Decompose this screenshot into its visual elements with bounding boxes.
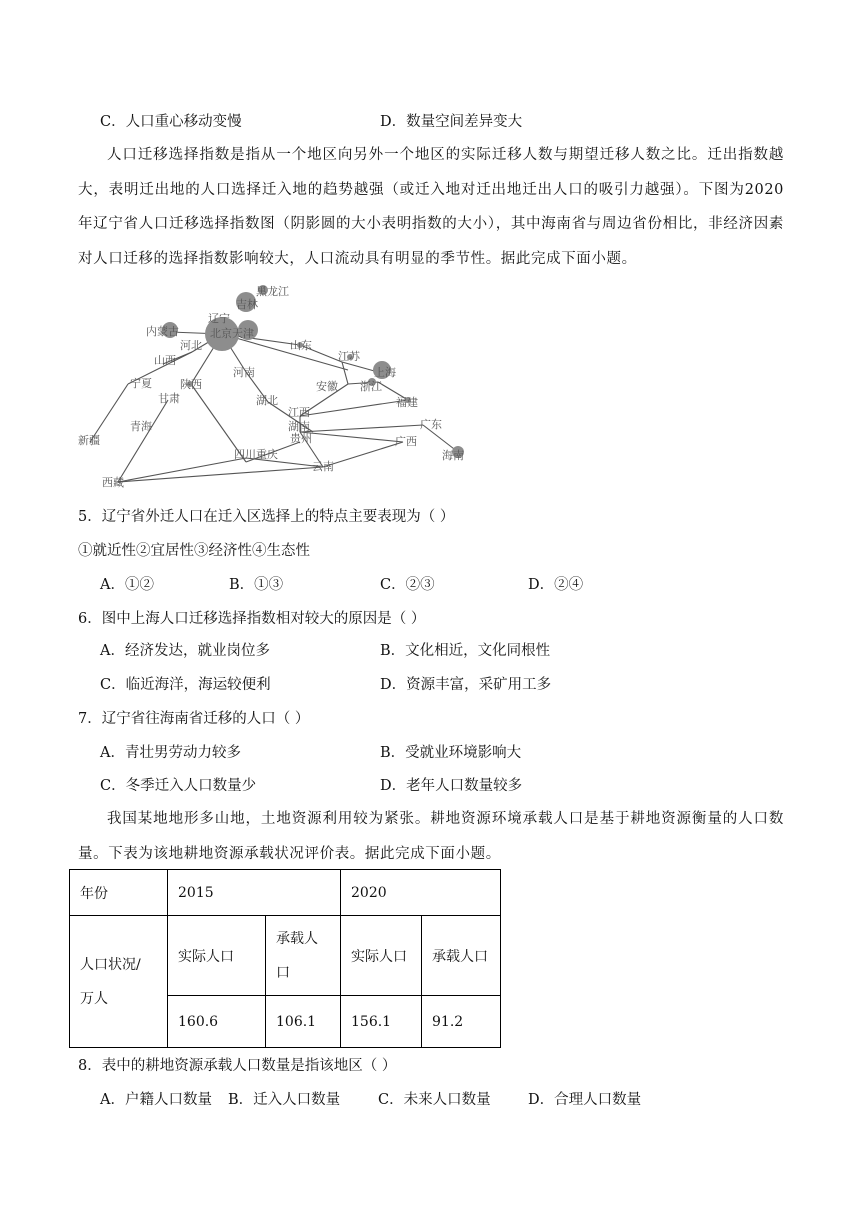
table-year-header: 年份 — [70, 870, 168, 916]
passage-migration-index: 人口迁移选择指数是指从一个地区向另外一个地区的实际迁移人数与期望迁移人数之比。迁出指数越大，表明迁出地的人口选择迁入地的趋势越强（或迁入地对迁出地迁出人口的吸引力越强）。下图为2020年辽宁省人口迁移选择指数图（阴影圆的大小表明指数的大小），其中海南省与周边省份相比，非经济因素对人口迁移的选择指数影响较大，人口流动具有明显的季节性。据此完成下面小题。 — [78, 147, 784, 267]
label-hunan: 湖南 — [288, 420, 310, 433]
q8-option-d: D．合理人口数量 — [528, 1092, 642, 1108]
label-ningxia: 宁夏 — [130, 377, 152, 390]
label-yunnan: 云南 — [312, 460, 334, 473]
label-zhejiang: 浙江 — [360, 380, 382, 393]
label-xinjiang: 新疆 — [78, 434, 100, 447]
q7-option-d: D．老年人口数量较多 — [380, 778, 523, 794]
q8-option-c: C．未来人口数量 — [378, 1092, 491, 1108]
label-hubei: 湖北 — [256, 394, 278, 407]
q7-option-a: A．青壮男劳动力较多 — [100, 745, 241, 761]
label-guizhou: 贵州 — [290, 432, 312, 445]
table-header-carrying-2020: 承载人口 — [422, 916, 501, 996]
map-index-circles — [162, 285, 464, 458]
label-sichuan-chongqing: 四川重庆 — [234, 448, 278, 461]
label-henan: 河南 — [233, 366, 255, 379]
q6-option-c: C．临近海洋，海运较便利 — [100, 677, 271, 693]
table-year-2015: 2015 — [168, 870, 341, 916]
label-jiangxi: 江西 — [288, 406, 310, 419]
q5-stem: 5．辽宁省外迁人口在迁入区选择上的特点主要表现为（ ） — [78, 509, 455, 525]
label-shandong: 山东 — [290, 339, 312, 352]
q6-option-d: D．资源丰富，采矿用工多 — [380, 677, 552, 693]
label-gansu: 甘肃 — [158, 392, 180, 405]
q5-option-b: B．①③ — [229, 577, 284, 593]
label-guangdong: 广东 — [420, 418, 442, 431]
q6-option-a: A．经济发达，就业岗位多 — [100, 643, 270, 659]
q5-option-a: A．①② — [100, 577, 154, 593]
label-guangxi: 广西 — [395, 435, 417, 448]
label-beijing-tianjin: 北京天津 — [210, 327, 254, 340]
table-row-header — [70, 916, 168, 1048]
carrying-capacity-table — [69, 869, 501, 1048]
q7-option-c: C．冬季迁入人口数量少 — [100, 778, 257, 794]
label-fujian: 福建 — [396, 396, 418, 409]
table-header-actual-2020: 实际人口 — [341, 916, 422, 996]
q4-option-d: D．数量空间差异变大 — [380, 114, 523, 130]
label-jilin: 吉林 — [236, 298, 258, 311]
q4-option-c: C．人口重心移动变慢 — [100, 114, 242, 130]
label-qinghai: 青海 — [130, 420, 152, 433]
q8-option-b: B．迁入人口数量 — [228, 1092, 341, 1108]
label-liaoning: 辽宁 — [208, 312, 230, 325]
table-cell-2015-actual: 160.6 — [168, 996, 266, 1048]
q8-option-a: A．户籍人口数量 — [100, 1092, 212, 1108]
passage-carrying-capacity: 我国某地地形多山地，土地资源利用较为紧张。耕地资源环境承载人口是基于耕地资源衡量的人口数量。下表为该地耕地资源承载状况评价表。据此完成下面小题。 — [78, 811, 784, 862]
carrying-label-line1: 承载人 — [276, 930, 318, 947]
q7-stem: 7．辽宁省往海南省迁移的人口（ ） — [78, 711, 310, 727]
label-shanxi: 山西 — [154, 354, 176, 367]
q6-stem: 6．图中上海人口迁移选择指数相对较大的原因是（ ） — [78, 611, 426, 627]
q6-option-b: B．文化相近，文化同根性 — [380, 643, 551, 659]
table-header-actual-2015: 实际人口 — [168, 916, 266, 996]
q5-option-d: D．②④ — [528, 577, 584, 593]
label-heilongjiang: 黑龙江 — [256, 285, 289, 298]
carrying-label-line2: 口 — [276, 964, 290, 981]
q7-option-b: B．受就业环境影响大 — [380, 745, 522, 761]
table-cell-2020-carrying: 91.2 — [422, 996, 501, 1048]
migration-index-map — [78, 282, 478, 494]
q8-stem: 8．表中的耕地资源承载人口数量是指该地区（ ） — [78, 1058, 397, 1074]
table-year-2020: 2020 — [341, 870, 501, 916]
label-neimenggu: 内蒙古 — [146, 325, 179, 338]
label-shaanxi: 陕西 — [180, 378, 202, 391]
label-jiangsu: 江苏 — [338, 350, 360, 363]
row-header-line2: 万人 — [80, 990, 108, 1007]
label-anhui: 安徽 — [316, 380, 338, 393]
q5-option-c: C．②③ — [380, 577, 435, 593]
map-province-labels — [78, 284, 464, 489]
label-hainan: 海南 — [442, 449, 464, 462]
label-hebei: 河北 — [180, 339, 202, 352]
row-header-line1: 人口状况/ — [80, 956, 141, 973]
label-xizang: 西藏 — [102, 476, 124, 489]
table-cell-2020-actual: 156.1 — [341, 996, 422, 1048]
table-cell-2015-carrying: 106.1 — [266, 996, 341, 1048]
table-header-carrying-2015 — [266, 916, 341, 996]
label-shanghai: 上海 — [374, 366, 396, 379]
q5-items: ①就近性②宜居性③经济性④生态性 — [78, 543, 310, 559]
